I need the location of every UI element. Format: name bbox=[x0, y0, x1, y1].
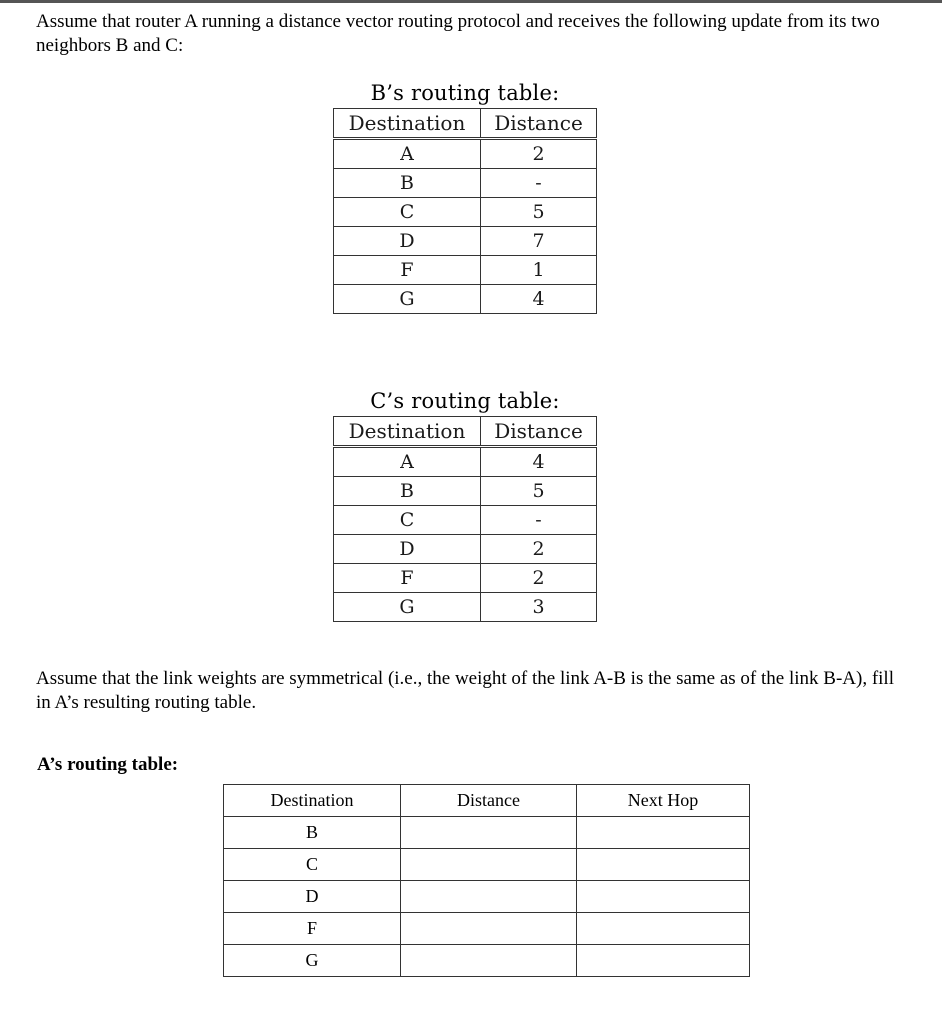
table-row bbox=[334, 477, 597, 506]
destination-cell: A bbox=[334, 139, 481, 169]
destination-cell: D bbox=[224, 881, 401, 913]
b-table-title: B’s routing table: bbox=[370, 81, 560, 105]
destination-cell: G bbox=[224, 945, 401, 977]
table-row bbox=[334, 447, 597, 477]
table-row bbox=[224, 881, 750, 913]
a-header-destination: Destination bbox=[224, 785, 401, 817]
table-row bbox=[224, 913, 750, 945]
destination-cell: C bbox=[334, 506, 481, 535]
a-header-distance: Distance bbox=[401, 785, 577, 817]
table-row bbox=[334, 198, 597, 227]
table-row bbox=[334, 285, 597, 314]
distance-cell: 2 bbox=[481, 139, 597, 169]
next-hop-input-cell[interactable] bbox=[577, 817, 750, 849]
distance-cell: 3 bbox=[481, 593, 597, 622]
distance-input-cell[interactable] bbox=[401, 913, 577, 945]
next-hop-input-cell[interactable] bbox=[577, 849, 750, 881]
table-row bbox=[334, 535, 597, 564]
distance-cell: 2 bbox=[481, 535, 597, 564]
distance-cell: 5 bbox=[481, 477, 597, 506]
distance-cell: 2 bbox=[481, 564, 597, 593]
distance-input-cell[interactable] bbox=[401, 881, 577, 913]
destination-cell: D bbox=[334, 227, 481, 256]
destination-cell: C bbox=[224, 849, 401, 881]
destination-cell: F bbox=[334, 564, 481, 593]
table-row bbox=[334, 169, 597, 198]
distance-cell: 5 bbox=[481, 198, 597, 227]
b-header-distance: Distance bbox=[481, 109, 597, 139]
next-hop-input-cell[interactable] bbox=[577, 945, 750, 977]
distance-cell: 4 bbox=[481, 447, 597, 477]
a-routing-table bbox=[223, 784, 750, 977]
table-row bbox=[334, 139, 597, 169]
distance-cell: 4 bbox=[481, 285, 597, 314]
c-table-header-row bbox=[334, 417, 597, 447]
distance-input-cell[interactable] bbox=[401, 945, 577, 977]
destination-cell: C bbox=[334, 198, 481, 227]
destination-cell: F bbox=[224, 913, 401, 945]
b-routing-table bbox=[333, 108, 597, 314]
intro-text: Assume that router A running a distance vector routing protocol and receives the following update from its two neighbors B and C: bbox=[36, 11, 880, 56]
top-border bbox=[0, 0, 942, 3]
destination-cell: B bbox=[334, 169, 481, 198]
distance-cell: - bbox=[481, 169, 597, 198]
a-header-next-hop: Next Hop bbox=[577, 785, 750, 817]
table-row bbox=[334, 256, 597, 285]
distance-cell: 1 bbox=[481, 256, 597, 285]
destination-cell: G bbox=[334, 593, 481, 622]
table-row bbox=[334, 593, 597, 622]
a-table-header-row bbox=[224, 785, 750, 817]
table-row bbox=[334, 227, 597, 256]
destination-cell: G bbox=[334, 285, 481, 314]
b-table-header-row bbox=[334, 109, 597, 139]
distance-cell: - bbox=[481, 506, 597, 535]
table-row bbox=[334, 564, 597, 593]
destination-cell: B bbox=[334, 477, 481, 506]
next-hop-input-cell[interactable] bbox=[577, 881, 750, 913]
b-header-destination: Destination bbox=[334, 109, 481, 139]
distance-input-cell[interactable] bbox=[401, 817, 577, 849]
table-row bbox=[224, 817, 750, 849]
distance-cell: 7 bbox=[481, 227, 597, 256]
distance-input-cell[interactable] bbox=[401, 849, 577, 881]
table-row bbox=[334, 506, 597, 535]
destination-cell: D bbox=[334, 535, 481, 564]
destination-cell: B bbox=[224, 817, 401, 849]
assumption-text: Assume that the link weights are symmetrical (i.e., the weight of the link A-B is the same as of the link B-A), fill in A’s resulting routing table. bbox=[36, 668, 894, 713]
c-header-destination: Destination bbox=[334, 417, 481, 447]
destination-cell: A bbox=[334, 447, 481, 477]
c-header-distance: Distance bbox=[481, 417, 597, 447]
c-routing-table bbox=[333, 416, 597, 622]
destination-cell: F bbox=[334, 256, 481, 285]
table-row bbox=[224, 849, 750, 881]
table-row bbox=[224, 945, 750, 977]
c-table-title: C’s routing table: bbox=[370, 389, 560, 413]
next-hop-input-cell[interactable] bbox=[577, 913, 750, 945]
a-table-label: A’s routing table: bbox=[37, 754, 179, 775]
